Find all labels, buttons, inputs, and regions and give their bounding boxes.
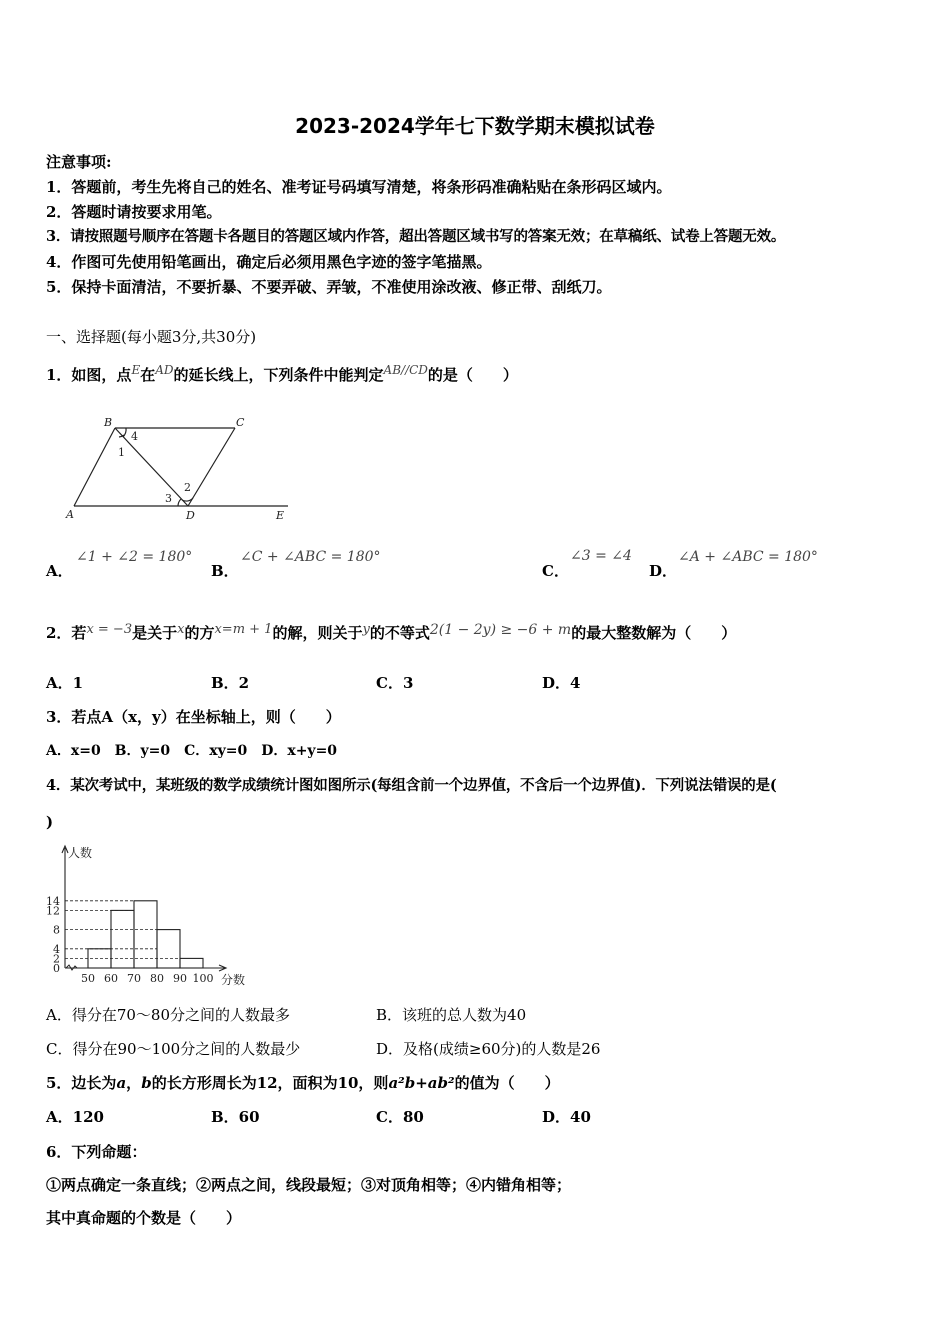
histogram-bar xyxy=(111,910,134,968)
label-e: E xyxy=(276,509,285,522)
q1-geometry-figure xyxy=(60,412,300,528)
q6-propositions: ①两点确定一条直线；②两点之间，线段最短；③对顶角相等；④内错角相等； xyxy=(46,1176,572,1194)
x-tick-label: 100 xyxy=(192,972,214,985)
x-tick-label: 70 xyxy=(127,972,141,985)
x-tick-label: 80 xyxy=(150,972,164,985)
q2-math: x=m + 1 xyxy=(214,622,273,637)
y-axis-label: 人数 xyxy=(68,846,93,860)
q2-option-c[interactable]: C．3 xyxy=(376,674,414,692)
q6-question: 其中真命题的个数是（ ） xyxy=(46,1209,242,1227)
q2-text: 的不等式 xyxy=(369,624,430,642)
question-4-stem: 4．某次考试中，某班级的数学成绩统计图如图所示(每组含前一个边界值，不含后一个边界值)．下列说法错误的是( xyxy=(46,777,777,794)
q2-text: 是关于 xyxy=(132,624,178,642)
notice-item: 3．请按照题号顺序在答题卡各题目的答题区域内作答，超出答题区域书写的答案无效；在草稿纸、试卷上答题无效。 xyxy=(46,228,786,245)
label-d: D xyxy=(186,509,195,522)
q5-option-d[interactable]: D．40 xyxy=(542,1108,591,1126)
question-5-stem xyxy=(46,1073,560,1093)
y-tick-label: 8 xyxy=(53,923,60,937)
q5-text: 的长方形周长为12，面积为10，则 xyxy=(151,1074,389,1092)
segment-bd xyxy=(115,428,188,506)
q2-math: 2(1 − 2y) ≥ −6 + m xyxy=(429,622,572,638)
q5-var-b: b xyxy=(141,1074,152,1092)
q1-math: AB//CD xyxy=(383,363,428,377)
y-tick-label: 14 xyxy=(46,894,60,908)
q5-expr: a²b+ab² xyxy=(388,1074,455,1092)
section-heading: 一、选择题(每小题3分,共30分) xyxy=(46,328,257,346)
y-tick-label: 0 xyxy=(53,962,60,975)
q2-text: 的最大整数解为（ ） xyxy=(571,624,737,642)
x-tick-label: 60 xyxy=(104,972,118,985)
question-1-stem xyxy=(46,365,518,386)
q4-option-a[interactable]: A．得分在70～80分之间的人数最多 xyxy=(46,1006,291,1024)
option-letter: A． xyxy=(46,562,73,580)
q1-option-d-expr: ∠A + ∠ABC = 180° xyxy=(678,549,818,565)
q5-option-c[interactable]: C．80 xyxy=(376,1108,424,1126)
option-letter: C． xyxy=(542,562,569,580)
q5-option-b[interactable]: B．60 xyxy=(211,1108,260,1126)
notice-item: 1．答题前，考生先将自己的姓名、准考证号码填写清楚，将条形码准确粘贴在条形码区域内。 xyxy=(46,178,672,196)
q2-math: y xyxy=(362,622,370,637)
angle-arc-4 xyxy=(123,428,126,437)
q4-option-c[interactable]: C．得分在90～100分之间的人数最少 xyxy=(46,1040,301,1058)
q2-option-d[interactable]: D．4 xyxy=(542,674,581,692)
question-2-stem xyxy=(46,623,736,645)
q1-option-b-expr: ∠C + ∠ABC = 180° xyxy=(240,549,381,565)
angle-arc-3 xyxy=(178,499,181,506)
q1-text: 的是（ ） xyxy=(427,366,518,384)
q3-options[interactable]: A．x=0 B．y=0 C．xy=0 D．x+y=0 xyxy=(46,743,338,759)
q2-option-a[interactable]: A．1 xyxy=(46,674,84,692)
x-tick-label: 90 xyxy=(173,972,187,985)
notice-heading: 注意事项: xyxy=(46,153,112,171)
x-axis-label: 分数 xyxy=(221,973,246,987)
y-tick-label: 2 xyxy=(53,952,60,966)
q5-option-a[interactable]: A．120 xyxy=(46,1108,104,1126)
q1-option-c-expr: ∠3 = ∠4 xyxy=(570,548,632,564)
page-title: 2023-2024学年七下数学期末模拟试卷 xyxy=(295,114,655,138)
q1-math: E xyxy=(131,363,141,377)
q4-option-d[interactable]: D．及格(成绩≥60分)的人数是26 xyxy=(376,1040,601,1058)
angle-label-4: 4 xyxy=(131,430,138,443)
q2-math: x = −3 xyxy=(86,622,133,637)
q2-text: 2．若 xyxy=(46,624,87,642)
q2-math: x xyxy=(177,622,185,637)
question-4-stem-end: ) xyxy=(46,813,54,831)
segment-ab xyxy=(74,428,115,506)
q1-option-a-expr: ∠1 + ∠2 = 180° xyxy=(76,549,193,565)
q1-option-d[interactable] xyxy=(649,561,677,581)
histogram-bar xyxy=(157,930,180,968)
q5-text: 5．边长为 xyxy=(46,1074,117,1092)
histogram-bar xyxy=(180,958,203,968)
angle-label-1: 1 xyxy=(118,446,125,459)
notice-item: 2．答题时请按要求用笔。 xyxy=(46,203,222,221)
q1-math: AD xyxy=(155,363,174,377)
q2-text: 的解，则关于 xyxy=(272,624,363,642)
histogram-bar xyxy=(134,901,157,968)
q1-option-b[interactable] xyxy=(211,561,239,581)
q4-histogram xyxy=(40,840,270,1000)
q1-text: 的延长线上，下列条件中能判定 xyxy=(173,366,384,384)
question-3-stem: 3．若点A（x，y）在坐标轴上，则（ ） xyxy=(46,708,341,726)
angle-label-2: 2 xyxy=(184,481,191,494)
q5-var-a: a xyxy=(116,1074,127,1092)
q4-option-b[interactable]: B．该班的总人数为40 xyxy=(376,1006,527,1024)
notice-item: 4．作图可先使用铅笔画出，确定后必须用黑色字迹的签字笔描黑。 xyxy=(46,253,492,271)
label-a: A xyxy=(66,508,74,521)
y-tick-label: 4 xyxy=(53,942,60,956)
q1-text: 1．如图，点 xyxy=(46,366,132,384)
q5-text: ， xyxy=(126,1074,142,1092)
label-c: C xyxy=(236,416,245,429)
segment-cd xyxy=(188,428,235,506)
option-letter: B． xyxy=(211,562,239,580)
label-b: B xyxy=(104,416,113,429)
angle-label-3: 3 xyxy=(165,492,172,505)
notice-item: 5．保持卡面清洁，不要折暴、不要弄破、弄皱，不准使用涂改液、修正带、刮纸刀。 xyxy=(46,278,612,296)
question-6-stem: 6．下列命题： xyxy=(46,1143,147,1161)
x-tick-label: 50 xyxy=(81,972,95,985)
q5-text: 的值为（ ） xyxy=(454,1074,560,1092)
y-tick-label: 12 xyxy=(46,904,60,918)
option-letter: D． xyxy=(649,562,678,580)
q1-option-c[interactable] xyxy=(542,561,569,581)
q2-option-b[interactable]: B．2 xyxy=(211,674,250,692)
q2-text: 的方 xyxy=(184,624,215,642)
q1-text: 在 xyxy=(140,366,156,384)
q1-option-a[interactable] xyxy=(46,561,73,581)
